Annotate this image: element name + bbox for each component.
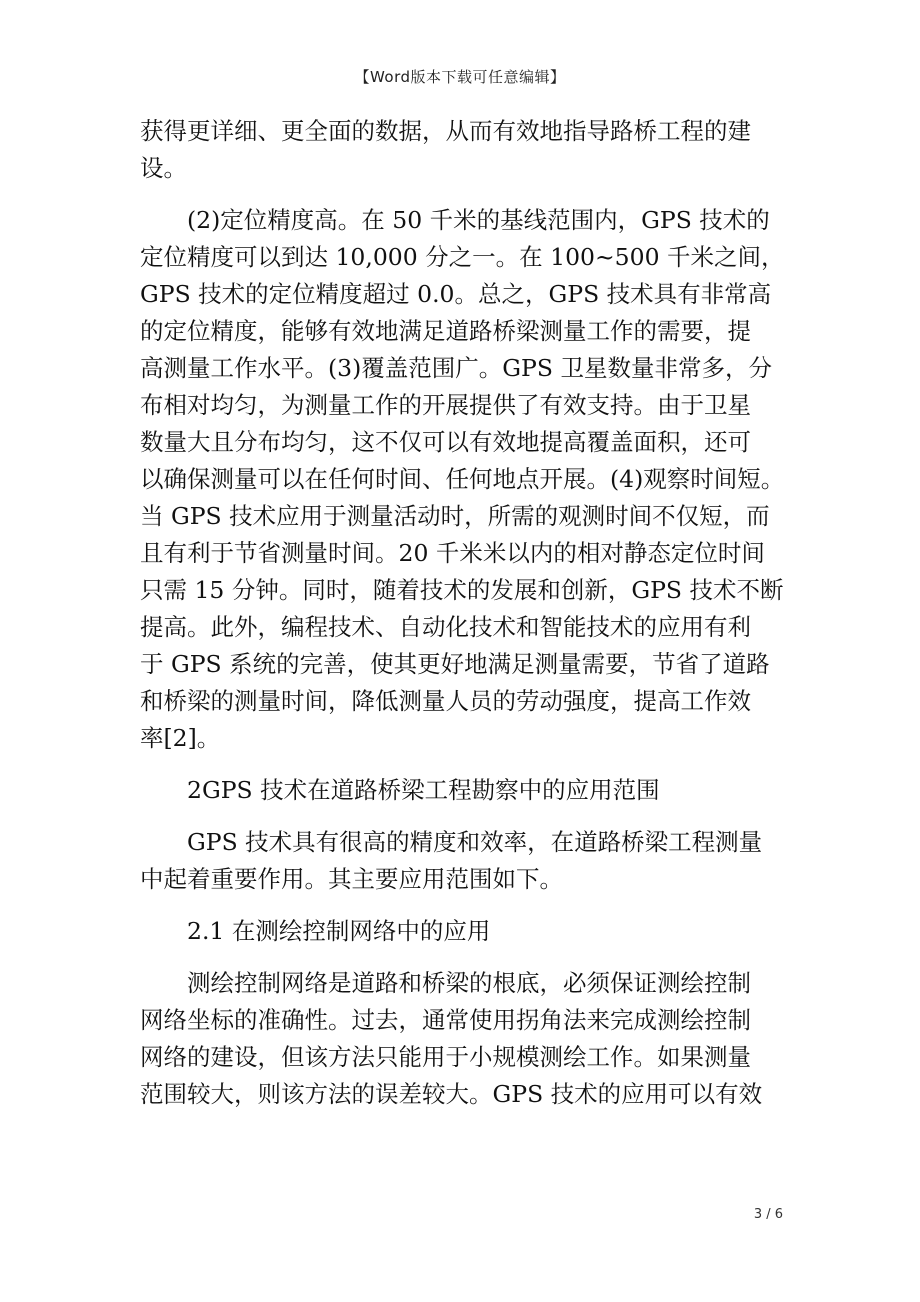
text-line: 和桥梁的测量时间，降低测量人员的劳动强度，提高工作效 — [140, 687, 751, 715]
text-line: 当 GPS 技术应用于测量活动时，所需的观测时间不仅短，而 — [140, 502, 770, 530]
text-line: 网络的建设，但该方法只能用于小规模测绘工作。如果测量 — [140, 1043, 751, 1071]
text-line: 中起着重要作用。其主要应用范围如下。 — [140, 865, 563, 893]
paragraph-start: GPS 技术具有很高的精度和效率，在道路桥梁工程测量 — [187, 828, 763, 856]
text-line: 定位精度可以到达 10,000 分之一。在 100~500 千米之间， — [140, 243, 785, 271]
text-line: 以确保测量可以在任何时间、任何地点开展。(4)观察时间短。 — [140, 465, 785, 493]
text-line: 数量大且分布均匀，这不仅可以有效地提高覆盖面积，还可 — [140, 428, 751, 456]
subsection-heading: 2.1 在测绘控制网络中的应用 — [187, 917, 491, 945]
text-line: 的定位精度，能够有效地满足道路桥梁测量工作的需要，提 — [140, 317, 751, 345]
paragraph-start: (2)定位精度高。在 50 千米的基线范围内，GPS 技术的 — [187, 206, 770, 234]
text-line: 提高。此外，编程技术、自动化技术和智能技术的应用有利 — [140, 613, 751, 641]
text-line: 范围较大，则该方法的误差较大。GPS 技术的应用可以有效 — [140, 1080, 763, 1108]
text-line: GPS 技术的定位精度超过 0.0。总之，GPS 技术具有非常高 — [140, 280, 772, 308]
section-heading: 2GPS 技术在道路桥梁工程勘察中的应用范围 — [187, 776, 660, 804]
body-text — [140, 113, 785, 1113]
text-line: 于 GPS 系统的完善，使其更好地满足测量需要，节省了道路 — [140, 650, 770, 678]
text-line: 获得更详细、更全面的数据，从而有效地指导路桥工程的建 — [140, 117, 751, 145]
text-line: 率[2]。 — [140, 724, 221, 752]
page-number: 3 / 6 — [753, 1207, 783, 1222]
text-line: 网络坐标的准确性。过去，通常使用拐角法来完成测绘控制 — [140, 1006, 751, 1034]
page-header: 【Word版本下载可任意编辑】 — [354, 68, 566, 86]
text-line: 且有利于节省测量时间。20 千米米以内的相对静态定位时间 — [140, 539, 765, 567]
text-line: 布相对均匀，为测量工作的开展提供了有效支持。由于卫星 — [140, 391, 751, 419]
text-line: 只需 15 分钟。同时，随着技术的发展和创新，GPS 技术不断 — [140, 576, 784, 604]
paragraph-start: 测绘控制网络是道路和桥梁的根底，必须保证测绘控制 — [187, 969, 751, 997]
text-line: 高测量工作水平。(3)覆盖范围广。GPS 卫星数量非常多，分 — [140, 354, 772, 382]
text-line: 设。 — [140, 154, 187, 182]
